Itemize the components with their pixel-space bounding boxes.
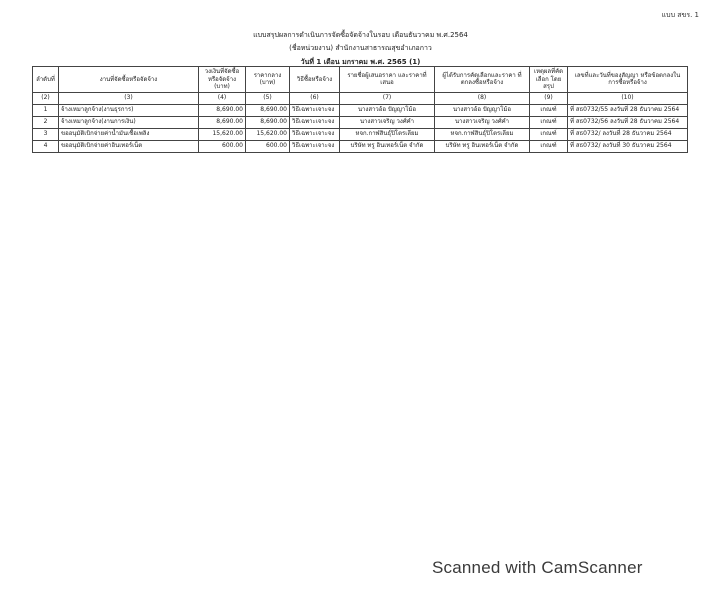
header-row [33, 67, 688, 93]
col-number: (9) [530, 92, 568, 104]
row-number: 2 [33, 116, 59, 128]
col-number: (4) [199, 92, 246, 104]
selection-reason: เกณฑ์ [530, 116, 568, 128]
col-number: (6) [290, 92, 340, 104]
budget-amount: 15,620.00 [199, 128, 246, 140]
budget-amount: 8,690.00 [199, 104, 246, 116]
bidder-name: นางสาวอ้อ ปัญญาโม้อ [340, 104, 435, 116]
selected-vendor: นางสาวเจริญ วงศ์คำ [435, 116, 530, 128]
selected-vendor: บริษัท ทรู อินเทอร์เน็ต จำกัด [435, 140, 530, 152]
median-price: 8,690.00 [246, 116, 290, 128]
column-number-row [33, 92, 688, 104]
procurement-summary-table [32, 66, 688, 153]
row-number: 1 [33, 104, 59, 116]
col-header-bidders: รายชื่อผู้เสนอราคา และราคาที่เสนอ [340, 67, 435, 93]
col-number: (3) [59, 92, 199, 104]
selection-reason: เกณฑ์ [530, 104, 568, 116]
col-number: (5) [246, 92, 290, 104]
procurement-method: วิธีเฉพาะเจาะจง [290, 128, 340, 140]
table-row [33, 140, 688, 152]
selected-vendor: นางสาวอ้อ ปัญญาโม้อ [435, 104, 530, 116]
procurement-method: วิธีเฉพาะเจาะจง [290, 104, 340, 116]
col-header-method: วิธีซื้อหรือจ้าง [290, 67, 340, 93]
col-number: (2) [33, 92, 59, 104]
report-date: วันที่ 1 เดือน มกราคม พ.ศ. 2565 (1) [300, 58, 421, 66]
item-description: จ้างเหมาลูกจ้าง(งานธุรการ) [59, 104, 199, 116]
selected-vendor: หจก.กาฬสินธุ์ปิโตรเลียม [435, 128, 530, 140]
col-number: (10) [568, 92, 688, 104]
col-header-no: ลำดับที่ [33, 67, 59, 93]
item-description: จ้างเหมาลูกจ้าง(งานการเงิน) [59, 116, 199, 128]
col-header-contract: เลขที่และวันที่ของสัญญา หรือข้อตกลงในการซื้อหรือจ้าง [568, 67, 688, 93]
table-row [33, 116, 688, 128]
report-title: แบบสรุปผลการดำเนินการจัดซื้อจัดจ้างในรอบ เดือนธันวาคม พ.ศ.2564 [253, 31, 468, 39]
scanner-watermark: Scanned with CamScanner [432, 558, 643, 577]
procurement-method: วิธีเฉพาะเจาะจง [290, 116, 340, 128]
col-number: (7) [340, 92, 435, 104]
median-price: 8,690.00 [246, 104, 290, 116]
selection-reason: เกณฑ์ [530, 128, 568, 140]
median-price: 15,620.00 [246, 128, 290, 140]
row-number: 3 [33, 128, 59, 140]
selection-reason: เกณฑ์ [530, 140, 568, 152]
item-description: ขออนุมัติเบิกจ่ายค่าอินเทอร์เน็ต [59, 140, 199, 152]
contract-reference: ที่ สธ0732/55 ลงวันที่ 28 ธันวาคม 2564 [568, 104, 688, 116]
form-code: แบบ สขร. 1 [661, 11, 699, 19]
col-header-reason: เหตุผลที่คัดเลือก โดยสรุป [530, 67, 568, 93]
col-header-budget: วงเงินที่จัดซื้อ หรือจัดจ้าง (บาท) [199, 67, 246, 93]
row-number: 4 [33, 140, 59, 152]
budget-amount: 600.00 [199, 140, 246, 152]
agency-name: (ชื่อหน่วยงาน) สำนักงานสาธารณสุขอำเภอกาว [289, 44, 432, 52]
contract-reference: ที่ สธ0732/56 ลงวันที่ 28 ธันวาคม 2564 [568, 116, 688, 128]
procurement-method: วิธีเฉพาะเจาะจง [290, 140, 340, 152]
bidder-name: นางสาวเจริญ วงศ์คำ [340, 116, 435, 128]
table-row [33, 104, 688, 116]
col-header-item: งานที่จัดซื้อหรือจัดจ้าง [59, 67, 199, 93]
col-header-selected: ผู้ได้รับการคัดเลือกและราคา ที่ตกลงซื้อหรือจ้าง [435, 67, 530, 93]
contract-reference: ที่ สธ0732/ ลงวันที่ 30 ธันวาคม 2564 [568, 140, 688, 152]
col-number: (8) [435, 92, 530, 104]
bidder-name: หจก.กาฬสินธุ์ปิโตรเลียม [340, 128, 435, 140]
item-description: ขออนุมัติเบิกจ่ายค่าน้ำมันเชื้อเพลิง [59, 128, 199, 140]
median-price: 600.00 [246, 140, 290, 152]
bidder-name: บริษัท ทรู อินเทอร์เน็ต จำกัด [340, 140, 435, 152]
budget-amount: 8,690.00 [199, 116, 246, 128]
table-row [33, 128, 688, 140]
contract-reference: ที่ สธ0732/ ลงวันที่ 28 ธันวาคม 2564 [568, 128, 688, 140]
col-header-median-price: ราคากลาง (บาท) [246, 67, 290, 93]
